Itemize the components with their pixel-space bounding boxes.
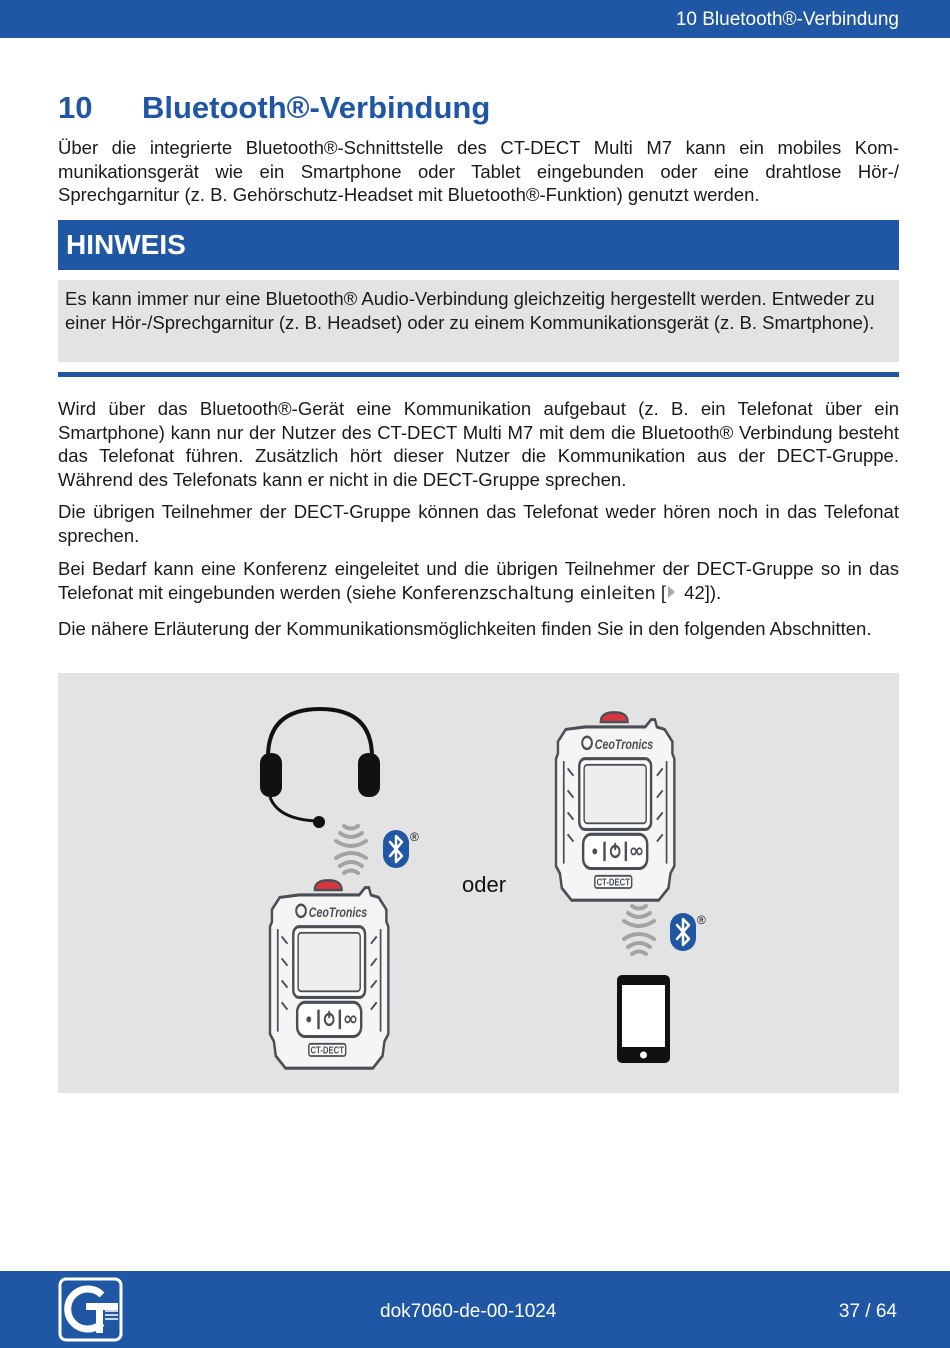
registered-mark: ® [697,913,706,927]
chapter-number: 10 [58,90,93,125]
body-paragraph: Wird über das Bluetooth®-Gerät eine Kommunikation aufgebaut (z. B. ein Telefonat über ein Smartphone) kann nur der Nutzer des CT-DECT Multi M7 mit dem die Bluetooth® Verbindung besteht das Telefonat führen. Zusätzlich hört dieser Nutzer die Kommunikation aus der DECT-Gruppe. Während des Telefonats kann er nicht in die DECT-Gruppe sprechen. [58,398,899,490]
chapter-heading [58,90,490,126]
conference-link[interactable]: Konferenzschaltung einleiten [401,583,656,604]
page-footer-bar [0,1271,950,1348]
ceotronics-logo-icon [58,1277,123,1342]
bluetooth-icon [383,830,409,868]
document-number: dok7060-de-00-1024 [380,1301,557,1322]
conference-paragraph [58,557,899,606]
body-paragraph: Die übrigen Teilnehmer der DECT-Gruppe können das Telefonat weder hören noch in das Telefonat sprechen. [58,501,899,546]
page-header-bar [0,0,950,38]
ct-dect-device-icon [556,712,674,900]
notice-header [58,220,899,270]
intro-paragraph: Über die integrierte Bluetooth®-Schnittstelle des CT-DECT Multi M7 kann ein mobiles Kommunikationsgerät wie ein Smartphone oder Tablet eingebunden oder eine drahtlose Hör-/ Sprechgarnitur (z. B. Gehörschutz-Headset mit Bluetooth®-Funktion) genutzt werden. [58,137,899,205]
notice-label: HINWEIS [66,229,186,260]
conference-text: Bei Bedarf kann eine Konferenz eingeleitet und die übrigen Teilnehmer der DECT-Gruppe so in das Telefonat mit eingebunden werden (siehe [58,558,899,603]
bluetooth-icon [670,913,696,951]
bluetooth-diagram: CeoTronics CT-DECT ® ® oder [58,673,899,1093]
wireless-signal-icon [624,906,654,954]
smartphone-icon [617,975,670,1063]
xref-page[interactable]: 42 [679,581,705,603]
chapter-title: Bluetooth®-Verbindung [142,90,491,125]
headset-icon [260,709,380,828]
page-number: 37 / 64 [838,1301,897,1322]
xref-bracket: [ [655,581,667,603]
notice-divider [58,372,899,377]
notice-body: Es kann immer nur eine Bluetooth® Audio-Verbindung gleichzeitig hergestellt werden. Entweder zu einer Hör-/Sprechgarnitur (z. B. Headset) oder zu einem Kommunikationsgerät (z. B. Smartphone). [58,280,899,362]
registered-mark: ® [410,830,419,844]
page-reference-arrow-icon[interactable] [668,586,675,598]
running-header-title: 10 Bluetooth®-Verbindung [675,9,899,30]
closing-paragraph: Die nähere Erläuterung der Kommunikationsmöglichkeiten finden Sie in den folgenden Abschnitten. [58,618,872,639]
conference-text-end: ]). [704,581,722,603]
wireless-signal-icon [336,826,366,873]
ct-dect-device-icon [270,880,388,1068]
or-label: oder [462,872,507,897]
